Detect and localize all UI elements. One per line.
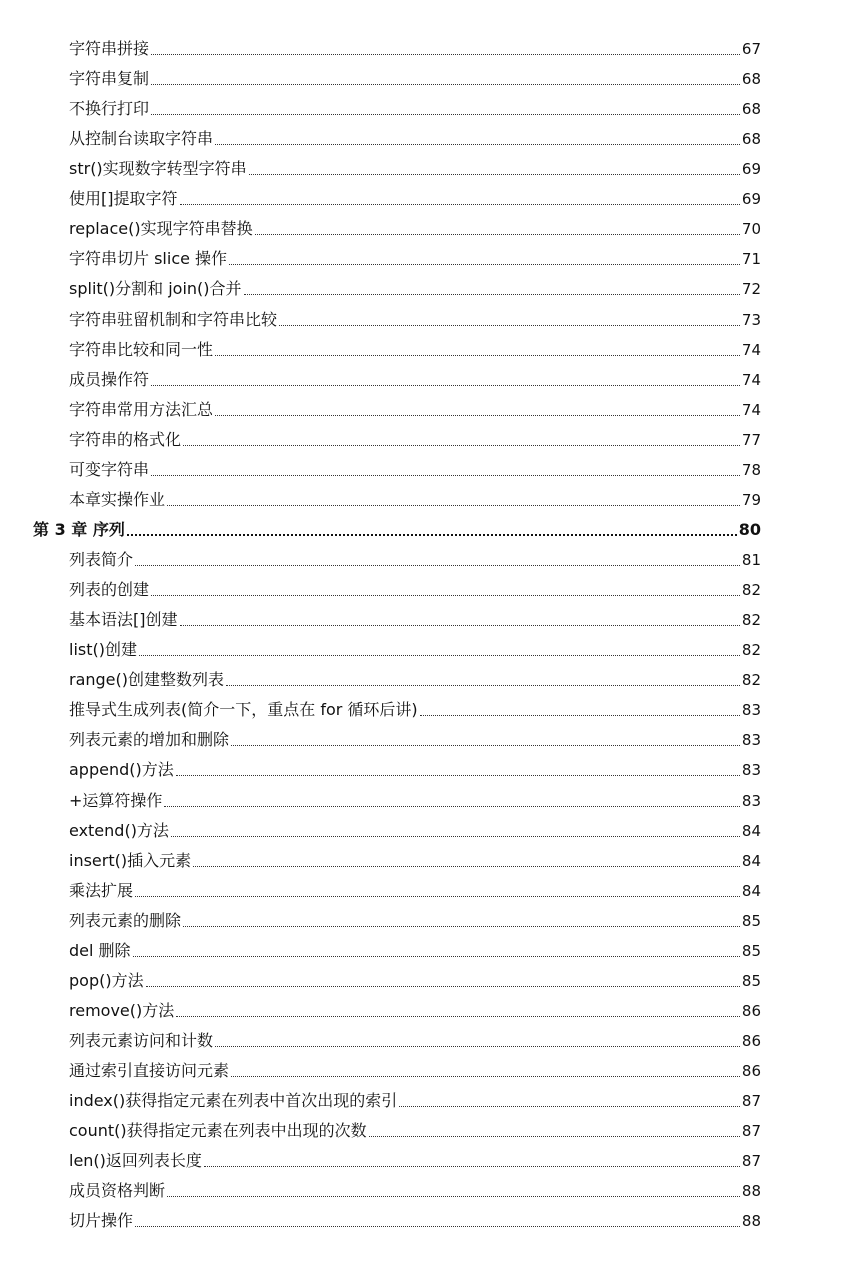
toc-dot-leader: [215, 143, 740, 145]
toc-entry-title: pop()方法: [69, 970, 144, 990]
toc-dot-leader: [135, 895, 740, 897]
toc-entry: [69, 185, 761, 209]
toc-entry-title: 基本语法[]创建: [69, 610, 178, 630]
toc-dot-leader: [226, 684, 740, 686]
toc-entry-page-number: 85: [741, 971, 761, 990]
toc-entry: [69, 275, 761, 299]
toc-dot-leader: [151, 474, 740, 476]
toc-entry-title: 字符串的格式化: [69, 429, 182, 449]
toc-entry: [69, 1027, 761, 1051]
toc-dot-leader: [127, 533, 737, 536]
toc-entry-title: str()实现数字转型字符串: [69, 159, 247, 179]
toc-entry-page-number: 80: [738, 519, 761, 539]
toc-dot-leader: [244, 293, 740, 295]
toc-entry-title: 字符串常用方法汇总: [69, 399, 214, 419]
toc-entry-page-number: 85: [741, 911, 761, 930]
toc-dot-leader: [215, 354, 740, 356]
toc-entry-title: 可变字符串: [69, 459, 150, 479]
toc-entry-title: list()创建: [69, 640, 137, 660]
toc-entry: [69, 1177, 761, 1201]
toc-entry: [69, 1057, 761, 1081]
toc-entry-title: 从控制台读取字符串: [69, 129, 214, 149]
toc-entry-title: 列表元素的增加和删除: [69, 730, 230, 750]
toc-entry: [69, 125, 761, 149]
toc-entry-page-number: 68: [741, 100, 761, 119]
toc-dot-leader: [135, 1225, 740, 1227]
toc-dot-leader: [229, 263, 740, 265]
toc-entry-page-number: 87: [741, 1122, 761, 1141]
toc-entry-page-number: 83: [741, 761, 761, 780]
toc-dot-leader: [135, 564, 740, 566]
toc-entry-title: 成员操作符: [69, 369, 150, 389]
toc-entry-title: 使用[]提取字符: [69, 189, 178, 209]
toc-entry: [69, 787, 761, 811]
toc-entry: [69, 847, 761, 871]
toc-entry-page-number: 70: [741, 220, 761, 239]
toc-entry-title: 乘法扩展: [69, 880, 134, 900]
toc-entry: [69, 1117, 761, 1141]
toc-dot-leader: [215, 414, 740, 416]
toc-entry-page-number: 72: [741, 280, 761, 299]
toc-entry-title: 推导式生成列表(简介一下，重点在 for 循环后讲): [69, 700, 418, 720]
toc-entry: [69, 756, 761, 780]
toc-entry-title: 字符串比较和同一性: [69, 339, 214, 359]
toc-entry-page-number: 86: [741, 1062, 761, 1081]
toc-dot-leader: [180, 203, 740, 205]
toc-entry-title: replace()实现字符串替换: [69, 219, 253, 239]
toc-dot-leader: [399, 1105, 740, 1107]
toc-entry-page-number: 84: [741, 881, 761, 900]
toc-entry: [69, 1207, 761, 1231]
toc-entry-title: index()获得指定元素在列表中首次出现的索引: [69, 1091, 398, 1111]
toc-entry-page-number: 83: [741, 731, 761, 750]
toc-entry-title: count()获得指定元素在列表中出现的次数: [69, 1121, 367, 1141]
toc-entry-page-number: 77: [741, 430, 761, 449]
toc-entry-page-number: 82: [741, 671, 761, 690]
toc-entry: [69, 215, 761, 239]
toc-entry-title: insert()插入元素: [69, 850, 192, 870]
toc-dot-leader: [369, 1135, 740, 1137]
toc-entry-page-number: 87: [741, 1152, 761, 1171]
toc-entry-title: 列表元素的删除: [69, 910, 182, 930]
toc-entry-page-number: 88: [741, 1212, 761, 1231]
toc-entry-title: 不换行打印: [69, 99, 150, 119]
toc-entry-page-number: 79: [741, 490, 761, 509]
toc-entry: [69, 245, 761, 269]
toc-entry-title: 字符串切片 slice 操作: [69, 249, 228, 269]
toc-dot-leader: [215, 1045, 740, 1047]
toc-entry-page-number: 69: [741, 190, 761, 209]
toc-dot-leader: [151, 53, 740, 55]
toc-dot-leader: [167, 1195, 740, 1197]
toc-entry-page-number: 67: [741, 40, 761, 58]
toc-entry-page-number: 86: [741, 1001, 761, 1020]
toc-entry-page-number: 84: [741, 851, 761, 870]
toc-dot-leader: [146, 985, 740, 987]
toc-entry: [69, 1147, 761, 1171]
toc-dot-leader: [193, 865, 740, 867]
toc-dot-leader: [204, 1165, 740, 1167]
toc-dot-leader: [151, 113, 740, 115]
toc-entry-page-number: 73: [741, 310, 761, 329]
toc-entry: [69, 726, 761, 750]
toc-entry: [69, 366, 761, 390]
toc-entry-page-number: 84: [741, 821, 761, 840]
toc-entry-title: 字符串复制: [69, 69, 150, 89]
toc-dot-leader: [171, 835, 740, 837]
toc-entry-title: 通过索引直接访问元素: [69, 1061, 230, 1081]
toc-entry: [69, 1087, 761, 1111]
toc-entry-page-number: 74: [741, 340, 761, 359]
toc-entry-page-number: 68: [741, 70, 761, 89]
toc-dot-leader: [180, 624, 740, 626]
toc-entry: [69, 546, 761, 570]
toc-entry: [69, 877, 761, 901]
toc-entry-title: range()创建整数列表: [69, 670, 225, 690]
toc-entry-page-number: 82: [741, 581, 761, 600]
toc-entry: [69, 666, 761, 690]
toc-dot-leader: [231, 1075, 740, 1077]
toc-entry-title: del 删除: [69, 940, 131, 960]
toc-entry-page-number: 85: [741, 941, 761, 960]
toc-entry-page-number: 88: [741, 1182, 761, 1201]
toc-dot-leader: [176, 774, 740, 776]
toc-entry: [69, 396, 761, 420]
toc-entry: [69, 65, 761, 89]
toc-entry: [69, 907, 761, 931]
toc-dot-leader: [279, 324, 740, 326]
toc-entry-title: 列表元素访问和计数: [69, 1030, 214, 1050]
toc-dot-leader: [133, 955, 740, 957]
toc-entry: [69, 35, 761, 59]
toc-entry: [69, 967, 761, 991]
toc-entry: [69, 576, 761, 600]
toc-dot-leader: [151, 384, 740, 386]
toc-entry-title: 切片操作: [69, 1211, 134, 1231]
toc-dot-leader: [255, 233, 740, 235]
toc-entry: [69, 937, 761, 961]
toc-entry-title: 本章实操作业: [69, 489, 166, 509]
toc-entry-title: remove()方法: [69, 1000, 175, 1020]
toc-dot-leader: [164, 805, 739, 807]
toc-entry-page-number: 81: [741, 551, 761, 570]
toc-dot-leader: [151, 83, 740, 85]
toc-entry: [69, 306, 761, 330]
toc-dot-leader: [183, 925, 740, 927]
toc-dot-leader: [167, 504, 740, 506]
toc-entry-page-number: 83: [741, 791, 761, 810]
toc-dot-leader: [231, 744, 740, 746]
toc-entry-page-number: 83: [741, 701, 761, 720]
toc-entry-page-number: 71: [741, 250, 761, 269]
toc-entry-page-number: 82: [741, 641, 761, 660]
toc-entry-page-number: 74: [741, 370, 761, 389]
toc-entry: [69, 456, 761, 480]
toc-entry-page-number: 86: [741, 1031, 761, 1050]
toc-entry-page-number: 74: [741, 400, 761, 419]
toc-entry-page-number: 82: [741, 611, 761, 630]
toc-entry-title: +运算符操作: [69, 790, 163, 810]
toc-entry-title: 列表的创建: [69, 580, 150, 600]
toc-entry-title: extend()方法: [69, 820, 169, 840]
toc-entry: [69, 817, 761, 841]
toc-dot-leader: [183, 444, 740, 446]
toc-entry: [69, 696, 761, 720]
toc-chapter-entry: [33, 516, 761, 540]
toc-dot-leader: [139, 654, 740, 656]
toc-dot-leader: [176, 1015, 740, 1017]
toc-dot-leader: [420, 714, 740, 716]
toc-entry-title: 列表简介: [69, 550, 134, 570]
toc-dot-leader: [249, 173, 740, 175]
toc-entry-page-number: 78: [741, 460, 761, 479]
toc-entry-title: len()返回列表长度: [69, 1151, 202, 1171]
toc-entry: [69, 426, 761, 450]
toc-entry-page-number: 69: [741, 160, 761, 179]
toc-entry-title: 字符串拼接: [69, 39, 150, 58]
toc-entry-title: split()分割和 join()合并: [69, 279, 242, 299]
toc-entry-title: 成员资格判断: [69, 1181, 166, 1201]
toc-entry: [69, 606, 761, 630]
toc-entry: [69, 155, 761, 179]
toc-entry: [69, 997, 761, 1021]
toc-entry-title: 第 3 章 序列: [33, 519, 125, 539]
toc-entry: [69, 336, 761, 360]
toc-entry-title: 字符串驻留机制和字符串比较: [69, 309, 278, 329]
toc-entry: [69, 636, 761, 660]
toc-dot-leader: [151, 594, 740, 596]
toc-entry-page-number: 68: [741, 130, 761, 149]
toc-entry-title: append()方法: [69, 760, 174, 780]
toc-entry: [69, 95, 761, 119]
toc-entry: [69, 486, 761, 510]
toc-entry-page-number: 87: [741, 1092, 761, 1111]
